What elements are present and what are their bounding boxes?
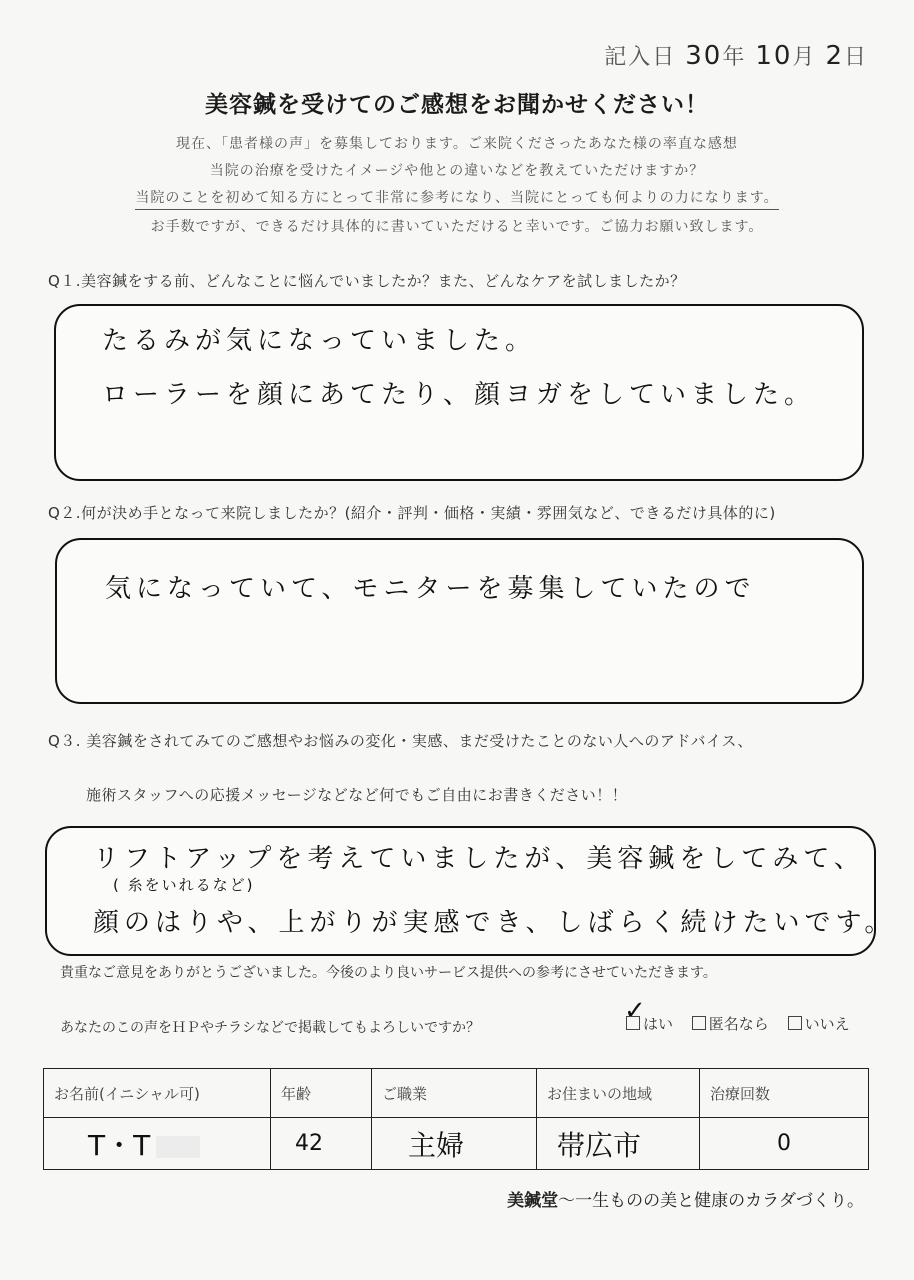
q2-answer-box[interactable] — [55, 538, 864, 704]
date-prefix: 記入日 — [604, 45, 677, 70]
option-no-label: いいえ — [804, 1015, 850, 1033]
value-occupation[interactable]: 主婦 — [372, 1118, 537, 1170]
page-title: 美容鍼を受けてのご感想をお聞かせください！ — [205, 92, 709, 118]
footer-slogan — [507, 1186, 864, 1211]
header-age: 年齢 — [271, 1069, 372, 1118]
table-value-row — [44, 1118, 869, 1170]
consent-question: あなたのこの声をＨＰやチラシなどで掲載してもよろしいですか？ — [60, 1020, 480, 1036]
consent-options — [626, 1013, 864, 1034]
option-yes[interactable] — [626, 1013, 673, 1034]
brand-name: 美鍼堂 — [507, 1191, 559, 1211]
redaction-mark — [156, 1136, 200, 1158]
checkmark-icon: ✓ — [624, 996, 646, 1026]
intro-line-4: お手数ですが、できるだけ具体的に書いていただけると幸いです。ご協力お願い致します。 — [150, 219, 764, 235]
intro-line-2: 当院の治療を受けたイメージや他との違いなどを教えていただけますか？ — [209, 163, 705, 179]
header-name: お名前(イニシャル可) — [44, 1069, 271, 1118]
q3-answer-note: ( 糸をいれるなど) — [113, 876, 255, 894]
q3-answer-line-2: 顔のはりや、上がりが実感でき、しばらく続けたいです。 — [93, 908, 896, 938]
thanks-message: 貴重なご意見をありがとうございました。今後のより良いサービス提供への参考にさせていただきます。 — [60, 965, 717, 981]
q1-answer-box[interactable] — [54, 304, 864, 481]
option-anonymous-label: 匿名なら — [708, 1015, 769, 1033]
q3-question-line-2: 施術スタッフへの応援メッセージなどなど何でもご自由にお書きください！！ — [86, 786, 628, 804]
value-age[interactable]: 42 — [271, 1118, 372, 1170]
q1-question: Q１.美容鍼をする前、どんなことに悩んでいましたか？また、どんなケアを試しましたか？ — [48, 272, 686, 290]
table-header-row — [44, 1069, 869, 1118]
intro-line-1: 現在、「患者様の声」を募集しております。ご来院くださったあなた様の率直な感想 — [176, 136, 738, 152]
entry-date — [604, 40, 868, 71]
patient-info-table — [43, 1068, 869, 1170]
q3-question-line-1: Q３. 美容鍼をされてみてのご感想やお悩みの変化・実感、まだ受けたことのない人へのアドバイス、 — [48, 732, 753, 750]
checkbox-icon[interactable] — [692, 1016, 706, 1030]
q3-answer-box[interactable] — [45, 826, 896, 956]
option-anonymous[interactable] — [692, 1013, 769, 1034]
date-day: 2 — [825, 41, 844, 71]
date-month: 10 — [755, 41, 793, 71]
header-occupation: ご職業 — [372, 1069, 537, 1118]
intro-line-3-text: 当院のことを初めて知る方にとって非常に参考になり、当院にとっても何よりの力になります。 — [135, 190, 778, 210]
date-month-unit: 月 — [792, 45, 817, 70]
q2-answer-line-1: 気になっていて、モニターを募集していたので — [105, 574, 756, 604]
header-visit-count: 治療回数 — [700, 1069, 869, 1118]
value-name: T・T — [88, 1128, 151, 1162]
date-day-unit: 日 — [843, 45, 868, 70]
brand-tagline: 〜一生ものの美と健康のカラダづくり。 — [558, 1191, 864, 1211]
value-region[interactable]: 帯広市 — [537, 1118, 700, 1170]
checkbox-icon[interactable] — [626, 1016, 640, 1030]
q1-answer-line-2: ローラーを顔にあてたり、顔ヨガをしていました。 — [102, 380, 816, 410]
header-region: お住まいの地域 — [537, 1069, 700, 1118]
q3-answer-line-1: リフトアップを考えていましたが、美容鍼をしてみて、 — [93, 844, 865, 874]
option-no[interactable] — [788, 1013, 850, 1034]
q1-answer-line-1: たるみが気になっていました。 — [102, 326, 537, 356]
checkbox-icon[interactable] — [788, 1016, 802, 1030]
value-visit-count[interactable]: 0 — [700, 1118, 869, 1170]
q2-question: Q２.何が決め手となって来院しましたか？(紹介・評判・価格・実績・雰囲気など、できるだけ具体的に) — [48, 504, 776, 522]
date-year: 30 — [685, 41, 723, 71]
option-yes-label: はい — [643, 1015, 674, 1033]
date-year-unit: 年 — [722, 45, 747, 70]
value-name-cell[interactable] — [44, 1118, 271, 1170]
intro-line-3 — [0, 187, 914, 207]
